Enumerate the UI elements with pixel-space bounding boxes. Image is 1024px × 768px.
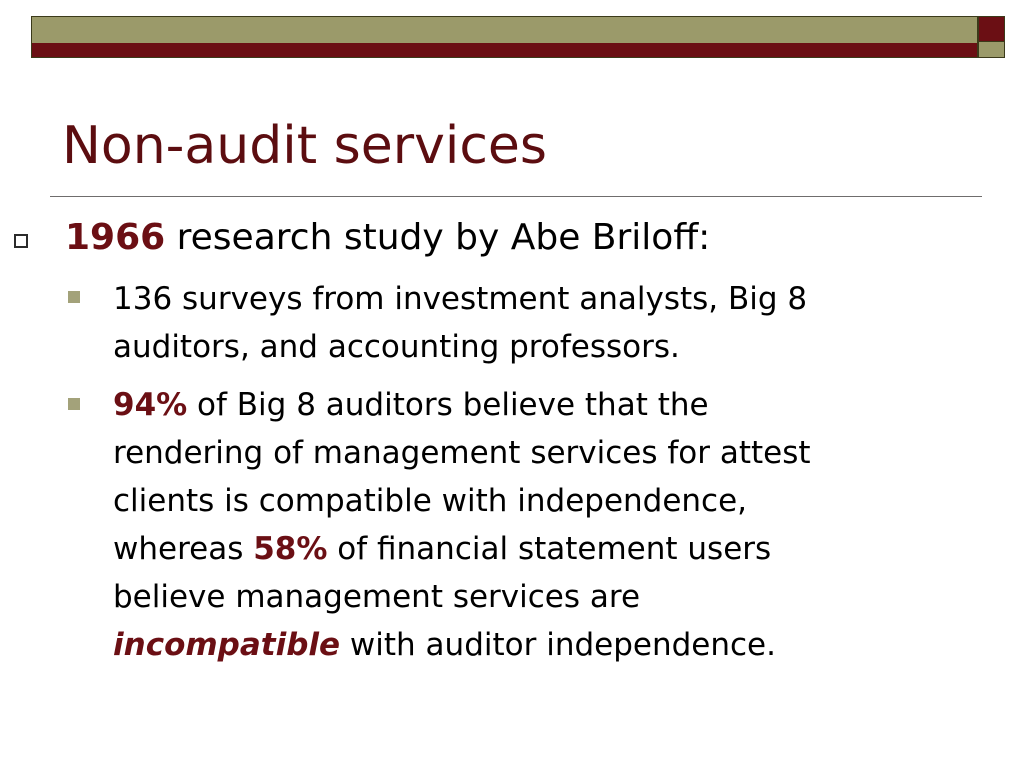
line-6-rest: with auditor independence. xyxy=(340,627,776,663)
sub-bullet-findings xyxy=(113,381,1018,669)
sub-bullet-2-line-2: rendering of management services for attest xyxy=(113,435,811,471)
sub-bullet-2-line-6 xyxy=(113,621,1018,669)
year-emphasis: 1966 xyxy=(65,217,166,258)
filled-square-icon xyxy=(68,291,80,303)
top-banner xyxy=(31,16,978,58)
hollow-square-icon xyxy=(14,234,28,248)
incompatible-emphasis: incompatible xyxy=(113,627,341,663)
sub-bullet-2-line-4 xyxy=(113,525,1018,573)
sub-bullet-2-line-5: believe management services are xyxy=(113,579,641,615)
sub-bullet-1-line-2: auditors, and accounting professors. xyxy=(113,329,680,365)
bullet-1-text: research study by Abe Briloff: xyxy=(165,217,711,258)
sub-bullet-2-line-3: clients is compatible with independence, xyxy=(113,483,748,519)
banner-corner-square-top xyxy=(978,16,1005,42)
sub-bullet-1-line-1: 136 surveys from investment analysts, Big 8 xyxy=(113,281,808,317)
sub-bullet-2-line-1 xyxy=(113,381,1018,429)
user-percentage: 58% xyxy=(253,531,328,567)
line-4-rest: of financial statement users xyxy=(327,531,772,567)
banner-corner-square-bottom xyxy=(978,41,1005,58)
sub-bullet-surveys xyxy=(113,275,1018,371)
auditor-percentage: 94% xyxy=(113,387,188,423)
line-1-text: of Big 8 auditors believe that the xyxy=(187,387,709,423)
bullet-level-1 xyxy=(65,212,1015,264)
title-divider xyxy=(50,196,982,197)
slide-title: Non-audit services xyxy=(62,116,547,176)
line-4-start: whereas xyxy=(113,531,254,567)
filled-square-icon xyxy=(68,398,80,410)
banner-stripe xyxy=(32,43,977,57)
